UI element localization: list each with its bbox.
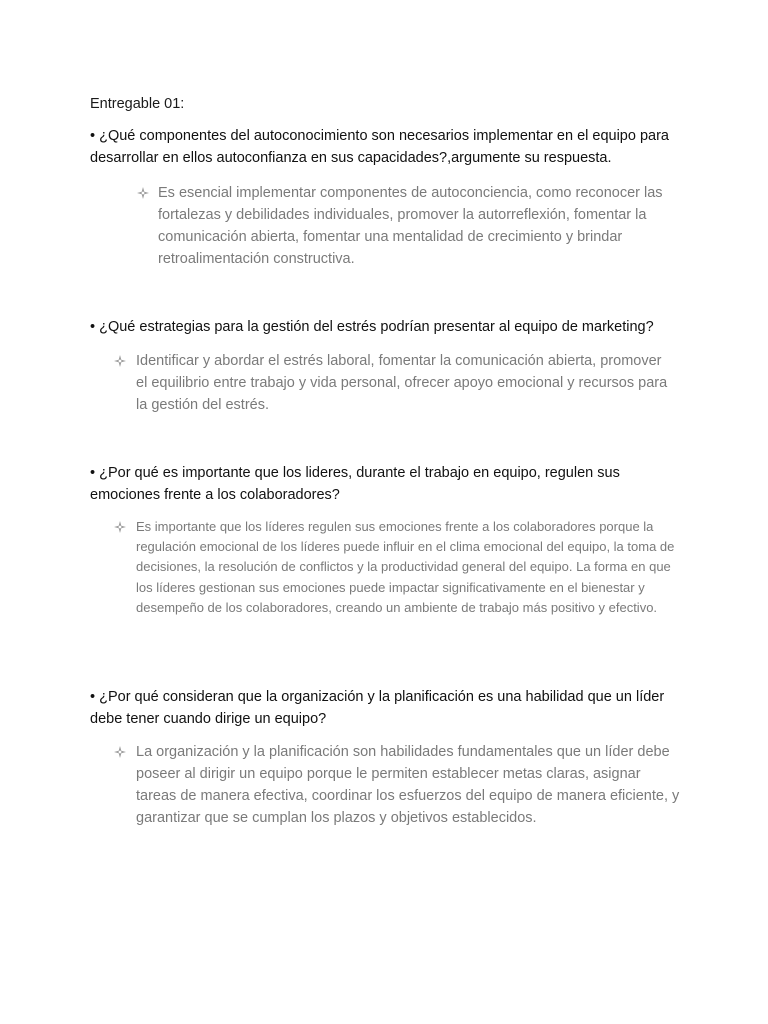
document-title: Entregable 01: (90, 96, 185, 112)
four-pointed-star-icon (137, 187, 149, 199)
four-pointed-star-icon (114, 746, 126, 758)
question-1: • ¿Qué componentes del autoconocimiento son necesarios implementar en el equipo para desarrollar en ellos autoconfianza en sus capacidades?,argumente su respuesta. (90, 128, 669, 166)
question-3: • ¿Por qué es importante que los lideres, durante el trabajo en equipo, regulen sus emociones frente a los colaboradores? (90, 465, 620, 503)
question-2: • ¿Qué estrategias para la gestión del estrés podrían presentar al equipo de marketing? (90, 319, 654, 335)
four-pointed-star-icon (114, 521, 126, 533)
four-pointed-star-icon (114, 355, 126, 367)
answer-2: Identificar y abordar el estrés laboral, fomentar la comunicación abierta, promover el equilibrio entre trabajo y vida personal, ofrecer apoyo emocional y recursos para la gestión del estrés. (136, 353, 668, 413)
answer-4: La organización y la planificación son habilidades fundamentales que un líder debe poseer al dirigir un equipo porque le permiten establecer metas claras, asignar tareas de manera efectiva, coordinar los esfuerzos del equipo de manera eficiente, y garantizar que se cumplan los plazos y objetivos establecidos. (136, 744, 680, 826)
answer-1: Es esencial implementar componentes de autoconciencia, como reconocer las fortalezas y debilidades individuales, promover la autorreflexión, fomentar la comunicación abierta, fomentar una mentalidad de crecimiento y brindar retroalimentación constructiva. (158, 185, 663, 267)
answer-3: Es importante que los líderes regulen sus emociones frente a los colaboradores porque la regulación emocional de los líderes puede influir en el clima emocional del equipo, la toma de decisiones, la resolución de conflictos y la productividad general del equipo. La forma en que los líderes gestionan sus emociones puede impactar significativamente en el bienestar y desempeño de los colaboradores, creando un ambiente de trabajo más positivo y efectivo. (136, 519, 675, 615)
question-4: • ¿Por qué consideran que la organización y la planificación es una habilidad que un líder debe tener cuando dirige un equipo? (90, 689, 665, 727)
